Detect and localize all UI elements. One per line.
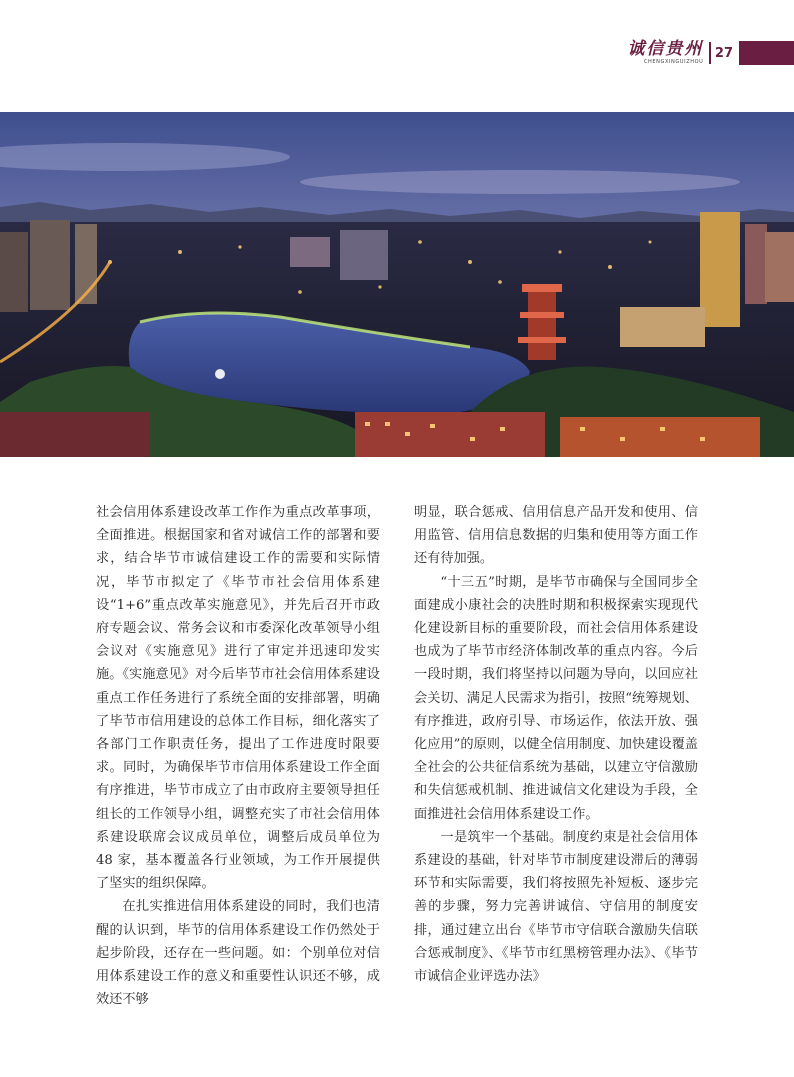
paragraph: 社会信用体系建设改革工作作为重点改革事项，全面推进。根据国家和省对诚信工作的部署和要求，结合毕节市诚信建设工作的需要和实际情况，毕节市拟定了《毕节市社会信用体系建设“1+6”重点改革实施意见》，并先后召开市政府专题会议、常务会议和市委深化改革领导小组会议对《实施意见》进行了审定并迅速印发实施。《实施意见》对今后毕节市社会信用体系建设重点工作任务进行了系统全面的安排部署，明确了毕节市信用建设的总体工作目标，细化落实了各部门工作职责任务，提出了工作进度时限要求。同时，为确保毕节市信用体系建设工作全面有序推进，毕节市成立了由市政府主要领导担任组长的工作领导小组，调整充实了市社会信用体系建设联席会议成员单位，调整后成员单位为 48 家，基本覆盖各行业领域，为工作开展提供了坚实的组织保障。 [96,505,380,892]
logo-subtitle: CHENGXINGUIZHOU [643,59,704,65]
header-divider [709,42,711,64]
paragraph: 一是筑牢一个基础。制度约束是社会信用体系建设的基础，针对毕节市制度建设滞后的薄弱环节和实际需要，我们将按照先补短板、逐步完善的步骤，努力完善讲诚信、守信用的制度安排，通过建立出台《毕节市守信联合激励失信联合惩戒制度》、《毕节市红黑榜管理办法》、《毕节市诚信企业评选办法》 [414,829,698,985]
text-column-right [414,501,698,988]
paragraph: 明显，联合惩戒、信用信息产品开发和使用、信用监管、信用信息数据的归集和使用等方面工作还有待加强。 [414,505,698,567]
page-number: 27 [714,45,733,61]
page-header [627,40,794,66]
city-night-photo [0,112,794,457]
paragraph: 在扎实推进信用体系建设的同时，我们也清醒的认识到，毕节的信用体系建设工作仍然处于起步阶段，还存在一些问题。如：个别单位对信用体系建设工作的意义和重要性认识还不够，成效还不够 [96,899,380,1008]
header-accent-bar [739,41,794,65]
logo-text: 诚信贵州 [627,39,704,59]
text-column-left [96,501,380,1011]
magazine-logo [627,41,703,65]
paragraph: “十三五”时期，是毕节市确保与全国同步全面建成小康社会的决胜时期和积极探索实现现代化建设新目标的重要阶段，而社会信用体系建设也成为了毕节市经济体制改革的重点内容。今后一段时期，我们将坚持以问题为导向，以回应社会关切、满足人民需求为指引，按照“统筹规划、有序推进，政府引导、市场运作，依法开放、强化应用”的原则，以健全信用制度、加快建设覆盖全社会的公共征信系统为基础，以建立守信激励和失信惩戒机制、推进诚信文化建设为手段，全面推进社会信用体系建设工作。 [414,574,698,822]
